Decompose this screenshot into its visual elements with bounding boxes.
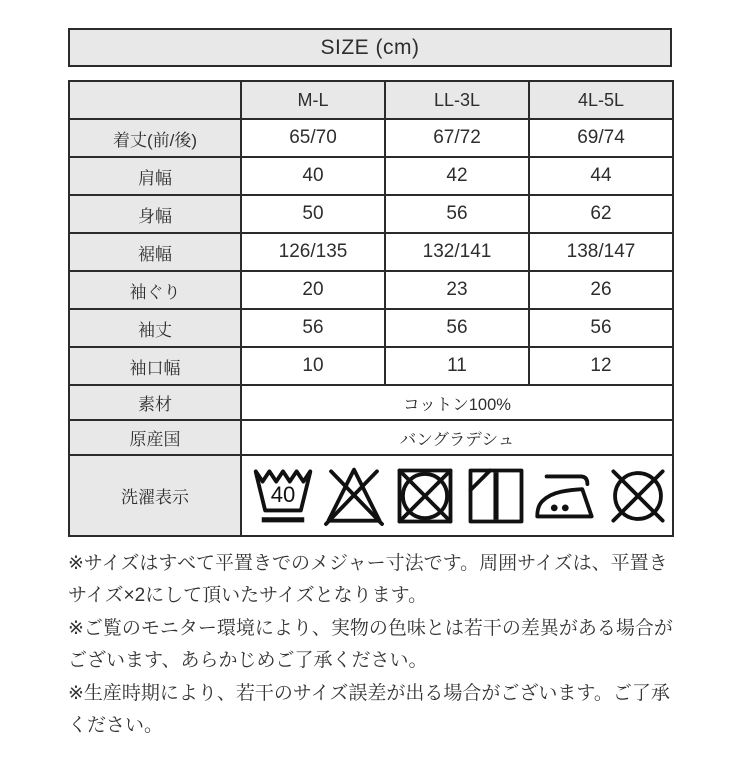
no-tumble-dry-icon — [391, 459, 459, 533]
measurement-value-cell: 56 — [385, 309, 529, 347]
row-label: 素材 — [69, 385, 241, 420]
care-symbols-row — [69, 455, 673, 536]
footnotes — [68, 548, 740, 742]
row-label: 原産国 — [69, 420, 241, 455]
row-label: 肩幅 — [69, 157, 241, 195]
info-row — [69, 385, 673, 420]
size-chart-title — [68, 28, 672, 67]
row-label: 身幅 — [69, 195, 241, 233]
measurement-value-cell: 42 — [385, 157, 529, 195]
col-header-4L-5L: 4L-5L — [529, 81, 673, 119]
corner-cell — [69, 81, 241, 119]
row-label: 洗濯表示 — [69, 455, 241, 536]
footnote-line: ※ご覧のモニター環境により、実物の色味とは若干の差異がある場合が — [68, 617, 673, 639]
info-value-cell: コットン100% — [241, 385, 673, 420]
measurement-value-cell: 56 — [241, 309, 385, 347]
measurement-row — [69, 271, 673, 309]
measurement-value-cell: 138/147 — [529, 233, 673, 271]
footnote-line: ※生産時期により、若干のサイズ誤差が出る場合がございます。ご了承 — [68, 682, 670, 704]
measurement-value-cell: 56 — [385, 195, 529, 233]
measurement-value-cell: 10 — [241, 347, 385, 385]
measurement-value-cell: 11 — [385, 347, 529, 385]
shade-line-dry-icon — [462, 459, 530, 533]
iron-medium-2dots-icon — [533, 459, 601, 533]
measurement-row — [69, 157, 673, 195]
measurement-row — [69, 309, 673, 347]
measurement-value-cell: 62 — [529, 195, 673, 233]
col-header-M-L: M-L — [241, 81, 385, 119]
footnote-line: ※サイズはすべて平置きでのメジャー寸法です。周囲サイズは、平置き — [68, 553, 668, 574]
measurement-value-cell: 67/72 — [385, 119, 529, 157]
measurement-row — [69, 119, 673, 157]
size-column-header-row — [69, 81, 673, 119]
row-label: 裾幅 — [69, 233, 241, 271]
row-label: 袖口幅 — [69, 347, 241, 385]
row-label: 袖丈 — [69, 309, 241, 347]
info-row — [69, 420, 673, 455]
measurement-value-cell: 40 — [241, 157, 385, 195]
measurement-row — [69, 233, 673, 271]
no-dry-clean-icon — [604, 459, 672, 533]
measurement-value-cell: 132/141 — [385, 233, 529, 271]
measurement-value-cell: 69/74 — [529, 119, 673, 157]
measurement-value-cell: 50 — [241, 195, 385, 233]
svg-text:40: 40 — [270, 481, 296, 507]
care-symbols-cell — [241, 455, 673, 536]
measurement-value-cell: 12 — [529, 347, 673, 385]
measurement-value-cell: 126/135 — [241, 233, 385, 271]
row-label: 着丈(前/後) — [69, 119, 241, 157]
measurement-value-cell: 65/70 — [241, 119, 385, 157]
footnote-line: ください。 — [68, 715, 164, 737]
size-table — [68, 80, 674, 537]
size-chart-title-text: SIZE (cm) — [320, 35, 420, 59]
measurement-value-cell: 23 — [385, 271, 529, 309]
measurement-row — [69, 347, 673, 385]
measurement-value-cell: 44 — [529, 157, 673, 195]
measurement-value-cell: 20 — [241, 271, 385, 309]
measurement-value-cell: 26 — [529, 271, 673, 309]
footnote-line: サイズ×2にして頂いたサイズとなります。 — [68, 585, 428, 607]
row-label: 袖ぐり — [69, 271, 241, 309]
info-value-cell: バングラデシュ — [241, 420, 673, 455]
no-bleach-icon — [320, 459, 388, 533]
measurement-row — [69, 195, 673, 233]
measurement-value-cell: 56 — [529, 309, 673, 347]
care-symbols-strip — [242, 459, 672, 533]
col-header-LL-3L: LL-3L — [385, 81, 529, 119]
footnote-line: ございます、あらかじめご了承ください。 — [68, 650, 428, 672]
wash-40-mild-icon — [249, 459, 317, 533]
